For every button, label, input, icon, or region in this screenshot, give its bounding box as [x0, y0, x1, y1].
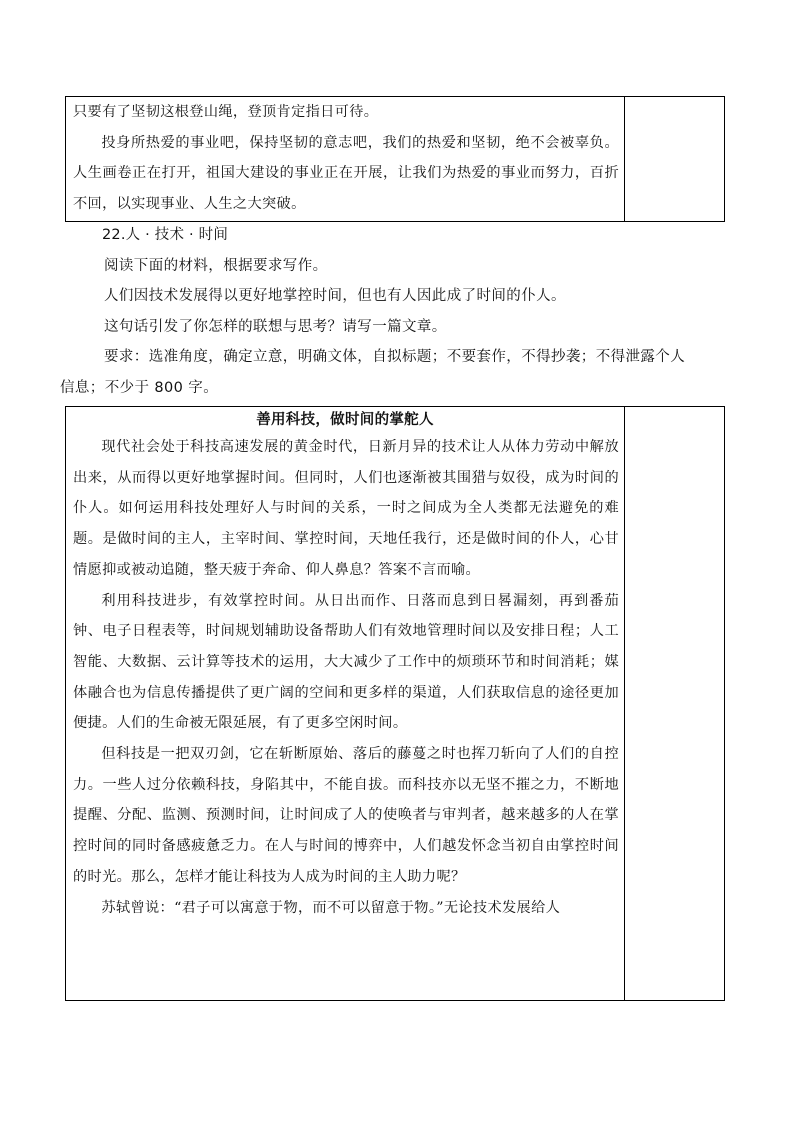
prompt-requirement-line-2: 信息；不少于 800 字。	[60, 379, 219, 396]
essay-continuation-cell	[66, 97, 625, 222]
essay-paragraph-2: 利用科技进步，有效掌控时间。从日出而作、日落而息到日晷漏刻，再到番茄钟、电子日程表等，时间规划辅助设备帮助人们有效地管理时间以及安排日程；人工智能、大数据、云计算等技术的运用，大大减少了工作中的烦琐环节和时间消耗；媒体融合也为信息传播提供了更广阔的空间和更多样的渠道，人们获取信息的途径更加便捷。人们的生命被无限延展，有了更多空闲时间。	[73, 592, 619, 732]
comment-column	[625, 97, 725, 222]
essay-continuation-paragraph-1: 只要有了坚韧这根登山绳，登顶肯定指日可待。	[73, 104, 379, 120]
prompt-requirement-line-1: 要求：选准角度，确定立意，明确文体，自拟标题；不要套作，不得抄袭；不得泄露个人	[104, 349, 686, 365]
prompt-instruction: 阅读下面的材料，根据要求写作。	[104, 257, 328, 274]
comment-column	[625, 407, 725, 1001]
sample-essay-cell	[66, 407, 625, 1001]
essay-paragraph-4: 苏轼曾说：“君子可以寓意于物，而不可以留意于物。”无论技术发展给人	[101, 899, 561, 916]
essay-continuation-box	[65, 96, 725, 222]
writing-prompt	[60, 220, 724, 403]
essay-paragraph-1: 现代社会处于科技高速发展的黄金时代，日新月异的技术让人从体力劳动中解放出来，从而得以更好地掌握时间。但同时，人们也逐渐被其围猎与奴役，成为时间的仆人。如何运用科技处理好人与时间的关系，一时之间成为全人类都无法避免的难题。是做时间的主人，主宰时间、掌控时间，天地任我行，还是做时间的仆人，心甘情愿抑或被动追随，整天疲于奔命、仰人鼻息？答案不言而喻。	[73, 439, 619, 578]
essay-continuation-paragraph-2: 投身所热爱的事业吧，保持坚韧的意志吧，我们的热爱和坚韧，绝不会被辜负。人生画卷正在打开，祖国大建设的事业正在开展，让我们为热爱的事业而努力，百折不回，以实现事业、人生之大突破。	[73, 134, 619, 212]
prompt-question: 这句话引发了你怎样的联想与思考？请写一篇文章。	[104, 318, 447, 335]
prompt-heading: 22.人 · 技术 · 时间	[102, 227, 229, 243]
sample-essay-box	[65, 406, 725, 1001]
essay-title: 善用科技，做时间的掌舵人	[256, 412, 434, 428]
prompt-material: 人们因技术发展得以更好地掌控时间，但也有人因此成了时间的仆人。	[104, 288, 566, 304]
essay-paragraph-3: 但科技是一把双刃剑，它在斩断原始、落后的藤蔓之时也挥刀斩向了人们的自控力。一些人过分依赖科技，身陷其中，不能自拔。而科技亦以无坚不摧之力，不断地提醒、分配、监测、预测时间，让时间成了人的使唤者与审判者，越来越多的人在掌控时间的同时备感疲惫乏力。在人与时间的博弈中，人们越发怀念当初自由掌控时间的时光。那么，怎样才能让科技为人成为时间的主人助力呢？	[73, 746, 619, 885]
